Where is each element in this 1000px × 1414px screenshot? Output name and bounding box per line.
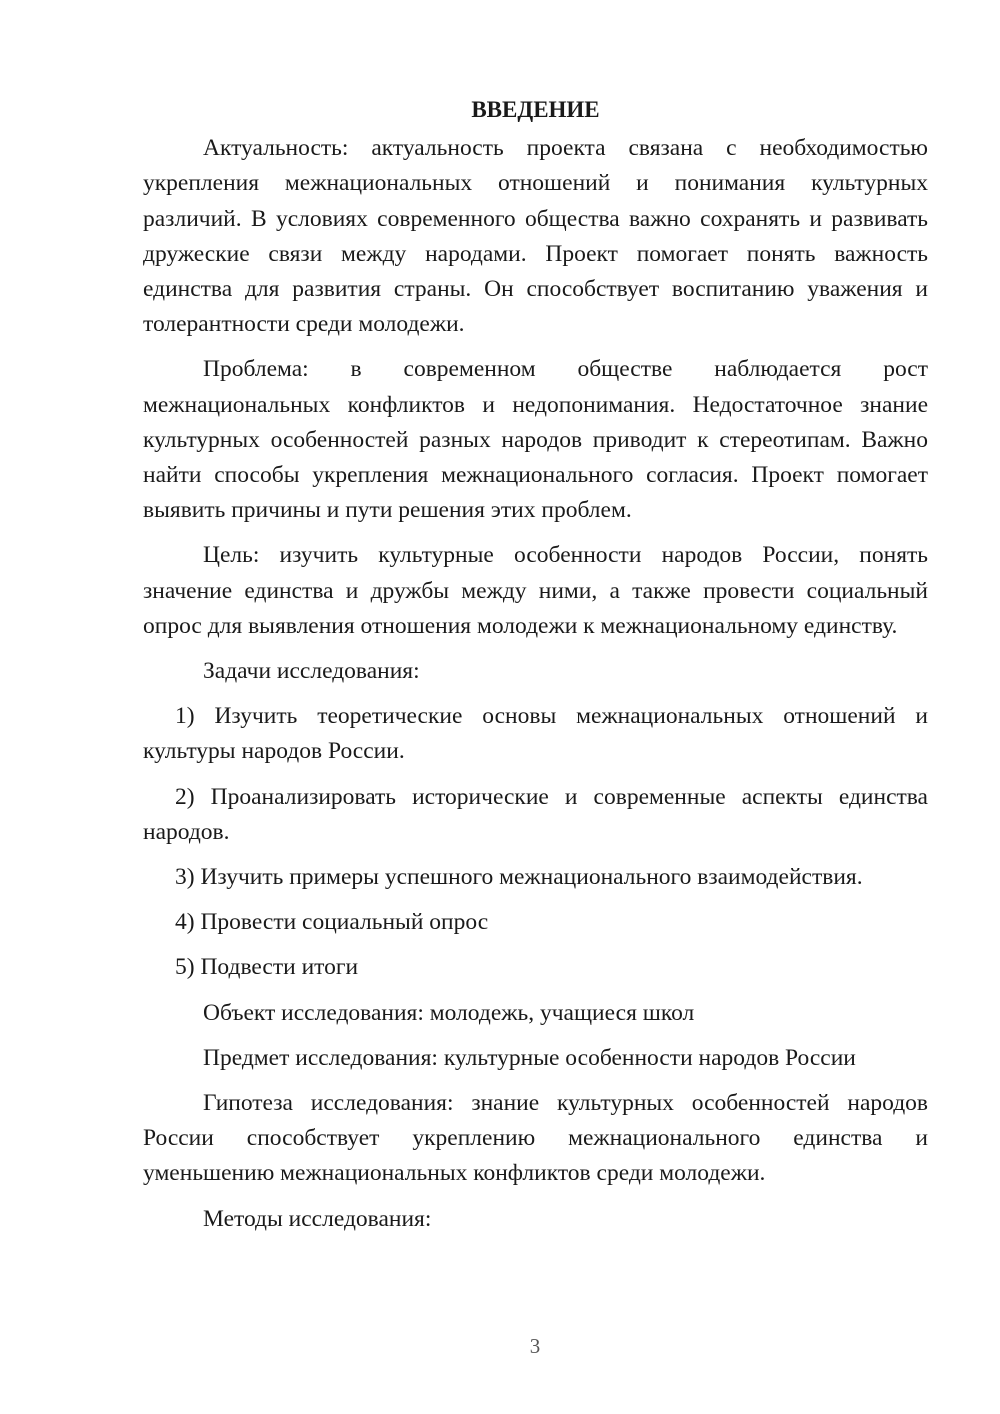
task-item-1: 1) Изучить теоретические основы межнациональных отношений и культуры народов России. — [143, 703, 928, 765]
hypothesis-paragraph: Гипотеза исследования: знание культурных особенностей народов России способствует укреплению межнационального единства и уменьшению межнациональных конфликтов среди молодежи. — [143, 1090, 928, 1187]
page-number: 3 — [529, 1334, 541, 1358]
page-content — [143, 92, 928, 1247]
task-item-4: 4) Провести социальный опрос — [175, 909, 489, 936]
section-heading: ВВЕДЕНИЕ — [471, 97, 600, 122]
goal-paragraph: Цель: изучить культурные особенности народов России, понять значение единства и дружбы между ними, а также провести социальный опрос для выявления отношения молодежи к межнациональному единству. — [143, 542, 928, 639]
task-item-2: 2) Проанализировать исторические и современные аспекты единства народов. — [143, 783, 928, 845]
task-item-3: 3) Изучить примеры успешного межнационального взаимодействия. — [175, 864, 863, 891]
object-paragraph: Объект исследования: молодежь, учащиеся школ — [203, 999, 695, 1026]
methods-label: Методы исследования: — [203, 1205, 432, 1232]
tasks-label: Задачи исследования: — [203, 658, 420, 685]
relevance-paragraph: Актуальность: актуальность проекта связана с необходимостью укрепления межнациональных отношений и понимания культурных различий. В условиях современного общества важно сохранять и развивать дружеские связи между народами. Проект помогает понять важность единства для развития страны. Он способствует воспитанию уважения и толерантности среди молодежи. — [143, 135, 928, 338]
subject-paragraph: Предмет исследования: культурные особенности народов России — [203, 1044, 856, 1071]
problem-paragraph: Проблема: в современном обществе наблюдается рост межнациональных конфликтов и недопонимания. Недостаточное знание культурных особенностей разных народов приводит к стереотипам. Важно найти способы укрепления межнационального согласия. Проект помогает выявить причины и пути решения этих проблем. — [143, 356, 928, 524]
task-item-5: 5) Подвести итоги — [175, 954, 359, 981]
